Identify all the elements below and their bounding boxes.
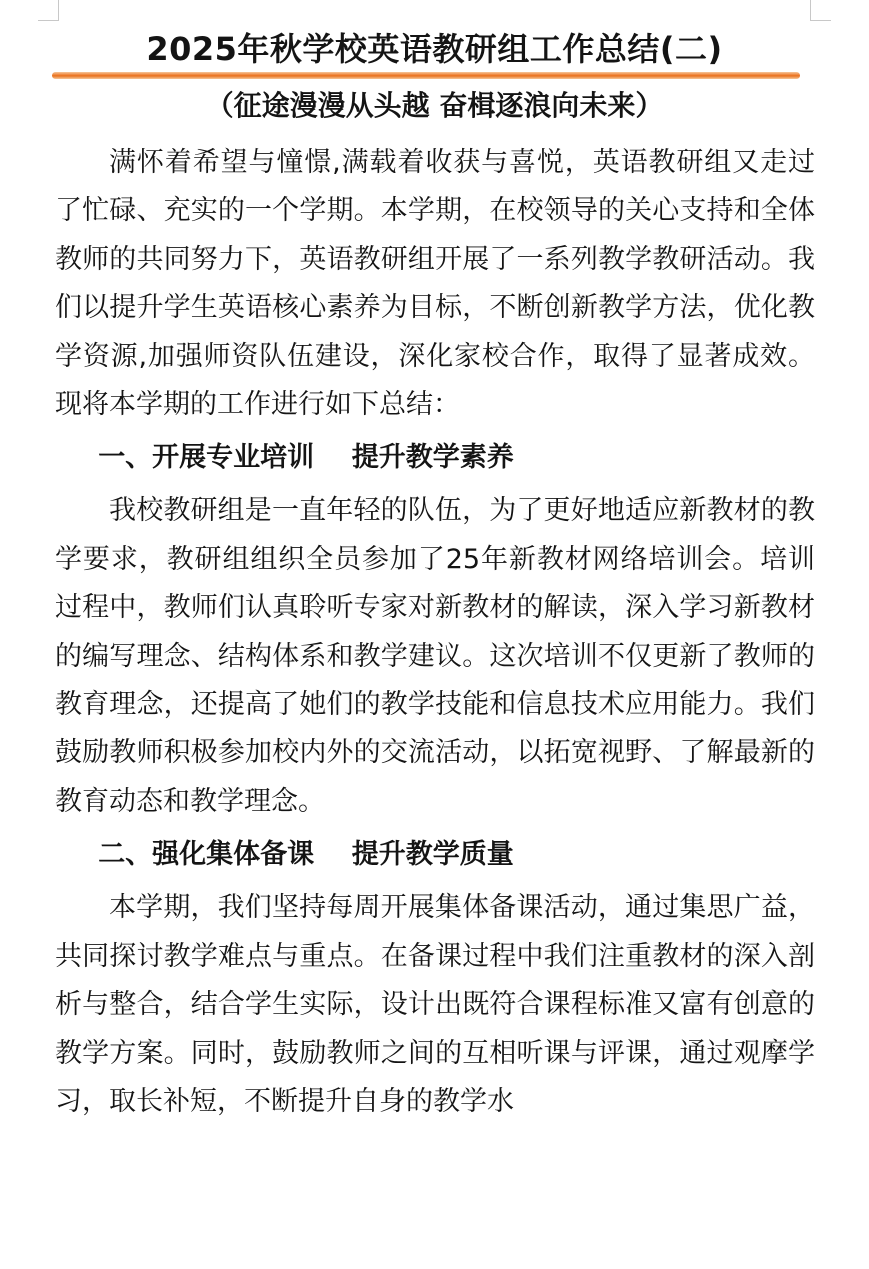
page-corner-mark-right [810, 0, 831, 21]
section-paragraph-training: 我校教研组是一直年轻的队伍，为了更好地适应新教材的教学要求，教研组组织全员参加了25年新教材网络培训会。培训过程中，教师们认真聆听专家对新教材的解读，深入学习新教材的编写理念、结构体系和教学建议。这次培训不仅更新了教师的教育理念，还提高了她们的教学技能和信息技术应用能力。我们鼓励教师积极参加校内外的交流活动，以拓宽视野、了解最新的教育动态和教学理念。 [55, 495, 815, 817]
section-paragraph-lesson-prep: 本学期，我们坚持每周开展集体备课活动，通过集思广益，共同探讨教学难点与重点。在备课过程中我们注重教材的深入剖析与整合，结合学生实际，设计出既符合课程标准又富有创意的教学方案。同时，鼓励教师之间的互相听课与评课，通过观摩学习，取长补短，不断提升自身的教学水 [55, 892, 815, 1117]
section-heading-training: 一、开展专业培训 提升教学素养 [98, 442, 514, 474]
intro-paragraph: 满怀着希望与憧憬,满载着收获与喜悦，英语教研组又走过了忙碌、充实的一个学期。本学期，在校领导的关心支持和全体教师的共同努力下，英语教研组开展了一系列教学教研活动。我们以提升学生英语核心素养为目标，不断创新教学方法，优化教学资源,加强师资队伍建设，深化家校合作，取得了显著成效。现将本学期的工作进行如下总结： [55, 147, 815, 421]
section-heading-lesson-prep: 二、强化集体备课 提升教学质量 [98, 839, 514, 871]
document-body [55, 139, 815, 1126]
document-subtitle: （征途漫漫从头越 奋楫逐浪向未来） [205, 89, 664, 122]
page-corner-mark-left [38, 0, 59, 21]
title-underline-divider [52, 72, 800, 79]
document-title: 2025年秋学校英语教研组工作总结(二) [146, 30, 723, 68]
